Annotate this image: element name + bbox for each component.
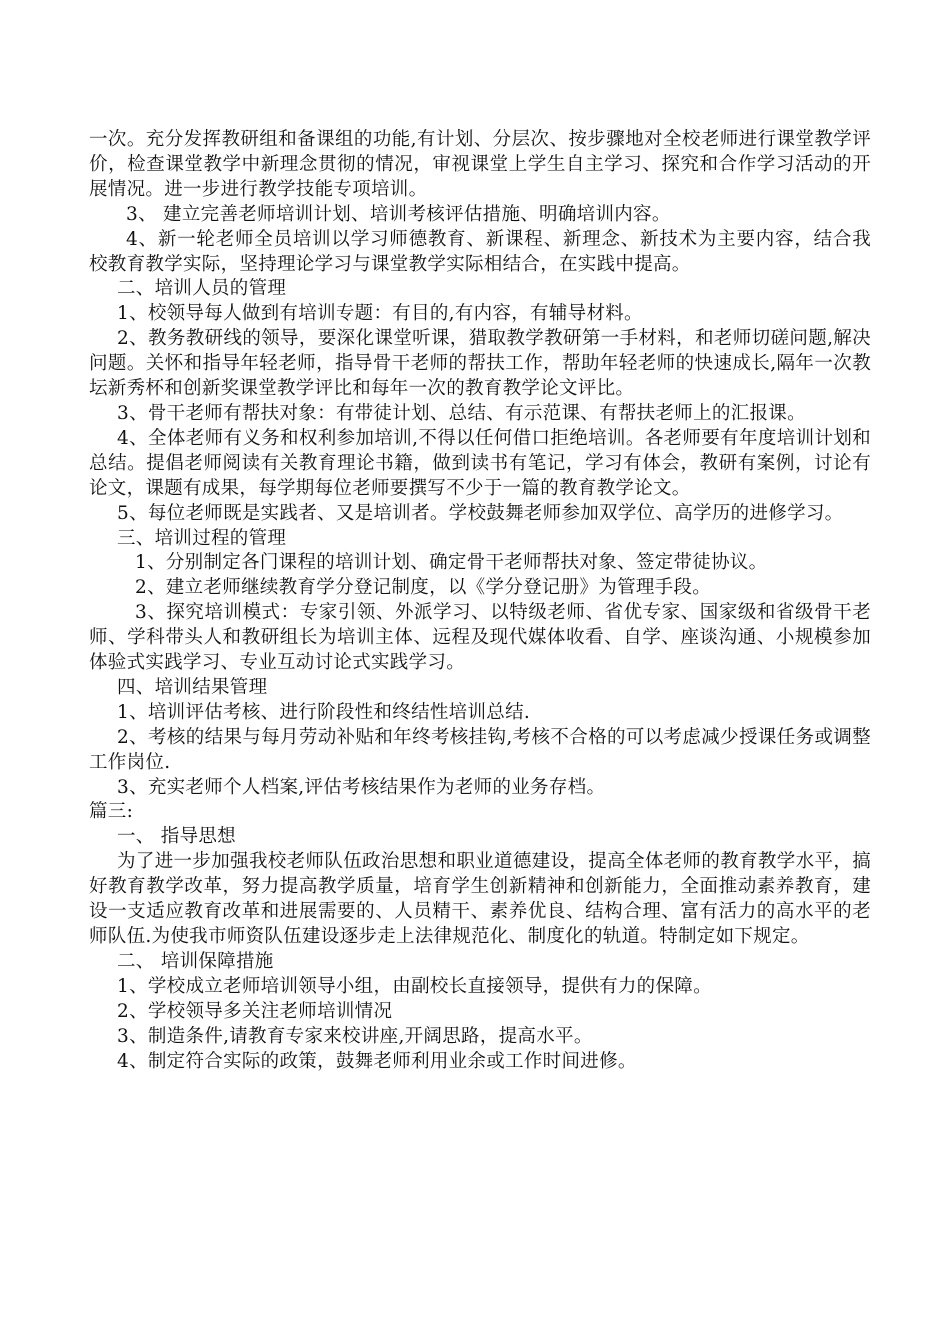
section-heading-guiding-thought: 一、 指导思想 — [117, 826, 236, 848]
paragraph-item-2: 2、教务教研线的领导，要深化课堂听课，猎取教学教研第一手材料，和老师切磋问题,解决问题。关怀和指导年轻老师，指导骨干老师的帮扶工作，帮助年轻老师的快速成长,隔年一次教坛新秀杯和创新奖课堂教学评比和每年一次的教育教学论文评比。 — [89, 328, 871, 400]
paragraph-item-4: 4、制定符合实际的政策，鼓舞老师利用业余或工作时间进修。 — [117, 1050, 637, 1072]
paragraph-item-2: 2、建立老师继续教育学分登记制度，以《学分登记册》为管理手段。 — [135, 577, 712, 599]
paragraph-body: 为了进一步加强我校老师队伍政治思想和职业道德建设，提高全体老师的教育教学水平，搞好教育教学改革，努力提高教学质量，培育学生创新精神和创新能力，全面推动素养教育，建设一支适应教育改革和进展需要的、人员精干、素养优良、结构合理、富有活力的高水平的老师队伍.为使我市师资队伍建设逐步走上法律规范化、制度化的轨道。特制定如下规定。 — [89, 851, 871, 947]
paragraph-item-3: 3、制造条件,请教育专家来校讲座,开阔思路，提高水平。 — [117, 1025, 593, 1047]
paragraph-item-3: 3、充实老师个人档案,评估考核结果作为老师的业务存档。 — [117, 776, 606, 798]
section-heading-process: 三、培训过程的管理 — [117, 527, 287, 549]
paragraph-item-1: 1、校领导每人做到有培训专题：有目的,有内容，有辅导材料。 — [117, 303, 643, 325]
paragraph-item-3: 3、骨干老师有帮扶对象：有带徒计划、总结、有示范课、有帮扶老师上的汇报课。 — [117, 402, 806, 424]
paragraph-item-2: 2、考核的结果与每月劳动补贴和年终考核挂钩,考核不合格的可以考虑减少授课任务或调整工作岗位. — [89, 726, 871, 773]
part-heading: 篇三: — [89, 801, 134, 823]
paragraph-item-1: 1、分别制定各门课程的培训计划、确定骨干老师帮扶对象、签定带徒协议。 — [135, 552, 768, 574]
paragraph-item-4: 4、新一轮老师全员培训以学习师德教育、新课程、新理念、新技术为主要内容，结合我校教育教学实际，坚持理论学习与课堂教学实际相结合，在实践中提高。 — [89, 228, 871, 275]
paragraph-item-2: 2、学校领导多关注老师培训情况 — [117, 1000, 393, 1022]
section-heading-safeguards: 二、 培训保障措施 — [117, 950, 274, 972]
paragraph-item-1: 1、培训评估考核、进行阶段性和终结性培训总结. — [117, 701, 531, 723]
paragraph-item-1: 1、学校成立老师培训领导小组，由副校长直接领导，提供有力的保障。 — [117, 975, 712, 997]
paragraph-item-3: 3、探究培训模式：专家引领、外派学习、以特级老师、省优专家、国家级和省级骨干老师、学科带头人和教研组长为培训主体、远程及现代媒体收看、自学、座谈沟通、小规模参加体验式实践学习、专业互动讨论式实践学习。 — [89, 602, 871, 674]
document-page — [89, 128, 871, 1074]
section-heading-personnel: 二、培训人员的管理 — [117, 278, 287, 300]
paragraph-continuation: 一次。充分发挥教研组和备课组的功能,有计划、分层次、按步骤地对全校老师进行课堂教学评价，检查课堂教学中新理念贯彻的情况，审视课堂上学生自主学习、探究和合作学习活动的开展情况。进一步进行教学技能专项培训。 — [89, 129, 871, 200]
paragraph-item-5: 5、每位老师既是实践者、又是培训者。学校鼓舞老师参加双学位、高学历的进修学习。 — [117, 502, 844, 524]
paragraph-item-4: 4、全体老师有义务和权利参加培训,不得以任何借口拒绝培训。各老师要有年度培训计划和总结。提倡老师阅读有关教育理论书籍，做到读书有笔记，学习有体会，教研有案例，讨论有论文，课题有成果，每学期每位老师要撰写不少于一篇的教育教学论文。 — [89, 427, 871, 499]
section-heading-results: 四、培训结果管理 — [117, 676, 268, 698]
paragraph-item-3: 3、 建立完善老师培训计划、培训考核评估措施、明确培训内容。 — [126, 203, 671, 225]
